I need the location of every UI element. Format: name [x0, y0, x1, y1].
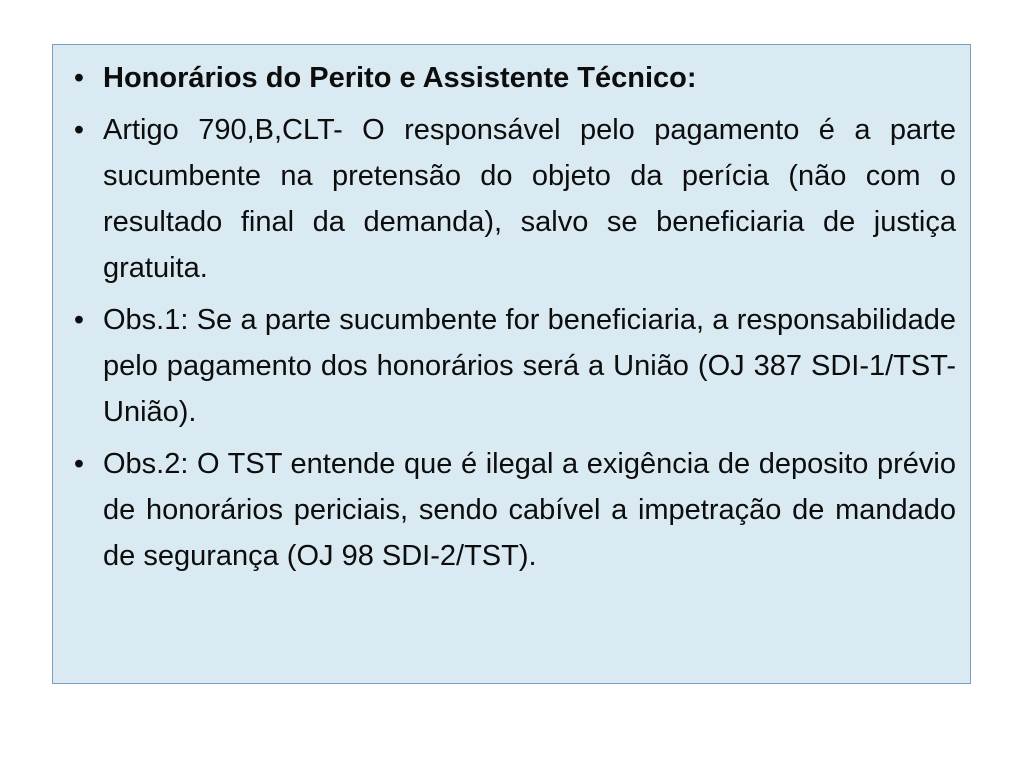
list-item-obs1 [73, 297, 956, 435]
list-item-obs2 [73, 441, 956, 579]
content-box [52, 44, 971, 684]
list-item-heading [73, 55, 956, 101]
bullet-icon: • [73, 62, 85, 94]
bullet-icon: • [73, 304, 85, 336]
obs2-text: Obs.2: O TST entende que é ilegal a exigência de deposito prévio de honorários periciais, sendo cabível a impetração de mandado de segurança (OJ 98 SDI-2/TST). [103, 448, 956, 572]
bullet-list [73, 55, 956, 579]
list-item-artigo [73, 107, 956, 291]
heading-text: Honorários do Perito e Assistente Técnico: [103, 62, 697, 94]
bullet-icon: • [73, 114, 85, 146]
bullet-icon: • [73, 448, 85, 480]
artigo-text: Artigo 790,B,CLT- O responsável pelo pagamento é a parte sucumbente na pretensão do objeto da perícia (não com o resultado final da demanda), salvo se beneficiaria de justiça gratuita. [103, 114, 956, 284]
obs1-text: Obs.1: Se a parte sucumbente for beneficiaria, a responsabilidade pelo pagamento dos honorários será a União (OJ 387 SDI-1/TST-União). [103, 304, 956, 428]
